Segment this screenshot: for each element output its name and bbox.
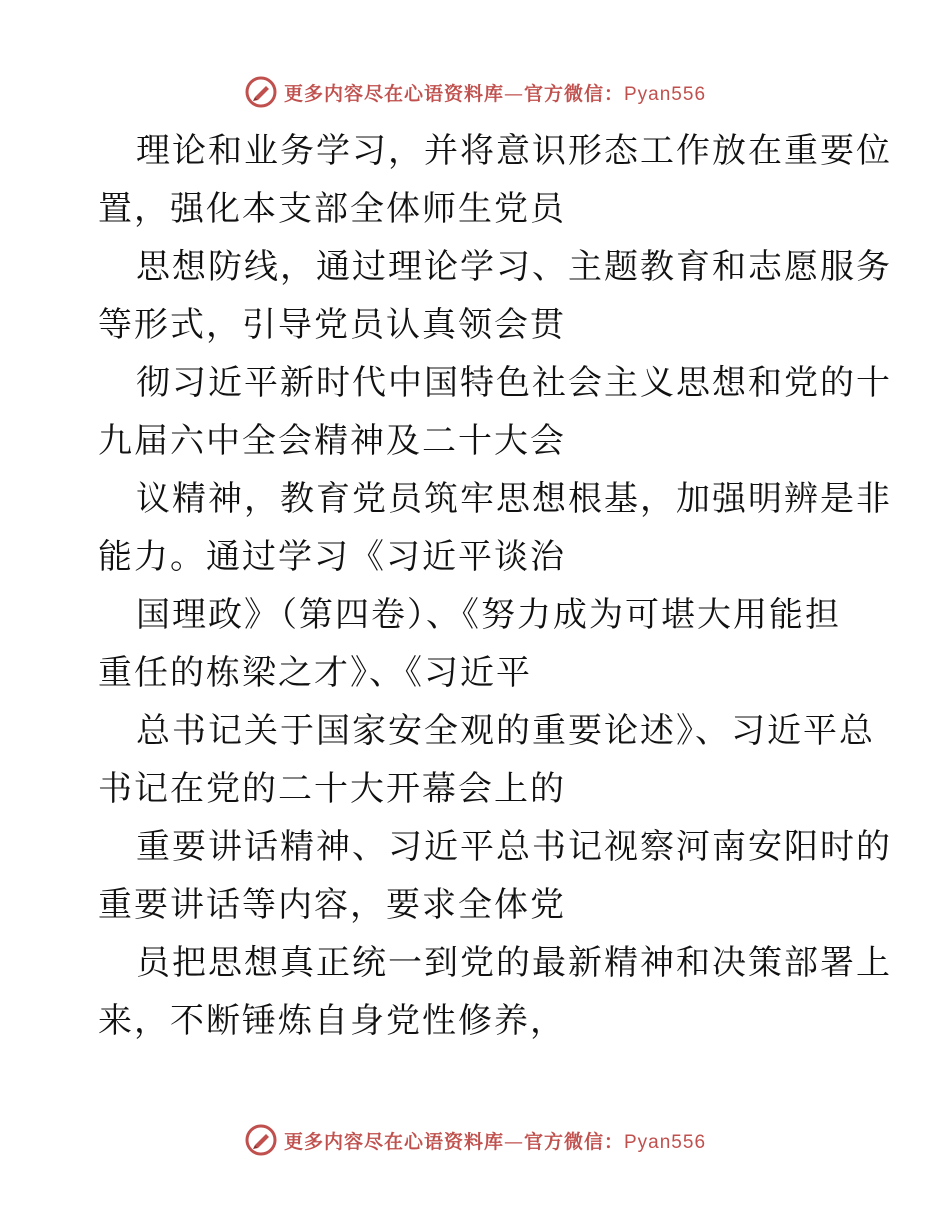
brand-logo-icon	[244, 75, 278, 109]
header-watermark	[0, 72, 950, 112]
paragraph-line: 置，强化本支部全体师生党员	[98, 189, 566, 229]
paragraph-line: 彻习近平新时代中国特色社会主义思想和党的十	[136, 363, 892, 403]
watermark-contact-id: Pyan556	[624, 1131, 707, 1153]
watermark-contact-id: Pyan556	[624, 83, 707, 105]
paragraph-line: 议精神，教育党员筑牢思想根基，加强明辨是非	[136, 479, 892, 519]
watermark-text	[284, 1127, 706, 1154]
watermark-brand: 更多内容尽在心语资料库	[283, 82, 504, 105]
paragraph-line: 国理政》（第四卷）、《努力成为可堪大用能担	[136, 595, 841, 635]
paragraph-line: 重任的栋梁之才》、《习近平	[98, 653, 532, 693]
watermark-contact-label: 官方微信：	[523, 82, 624, 105]
paragraph-line: 九届六中全会精神及二十大会	[98, 421, 566, 461]
paragraph-line: 理论和业务学习，并将意识形态工作放在重要位	[136, 131, 892, 171]
paragraph-line: 思想防线，通过理论学习、主题教育和志愿服务	[136, 247, 892, 287]
paragraph-line: 重要讲话等内容，要求全体党	[98, 885, 566, 925]
watermark-brand: 更多内容尽在心语资料库	[283, 1130, 504, 1153]
paragraph-line: 总书记关于国家安全观的重要论述》、习近平总	[136, 711, 875, 751]
watermark-contact-label: 官方微信：	[523, 1130, 624, 1153]
paragraph-line: 等形式，引导党员认真领会贯	[98, 305, 566, 345]
brand-logo-icon	[244, 1123, 278, 1157]
paragraph-line: 重要讲话精神、习近平总书记视察河南安阳时的	[136, 827, 892, 867]
paragraph-line: 员把思想真正统一到党的最新精神和决策部署上	[136, 943, 892, 983]
footer-watermark	[0, 1120, 950, 1160]
paragraph-line: 来，不断锤炼自身党性修养，	[98, 1001, 566, 1041]
paragraph-line: 能力。通过学习《习近平谈治	[98, 537, 566, 577]
paragraph-line: 书记在党的二十大开幕会上的	[98, 769, 566, 809]
document-body	[98, 122, 892, 1050]
watermark-text	[284, 79, 706, 106]
watermark-separator: —	[503, 1130, 524, 1153]
watermark-separator: —	[503, 82, 524, 105]
